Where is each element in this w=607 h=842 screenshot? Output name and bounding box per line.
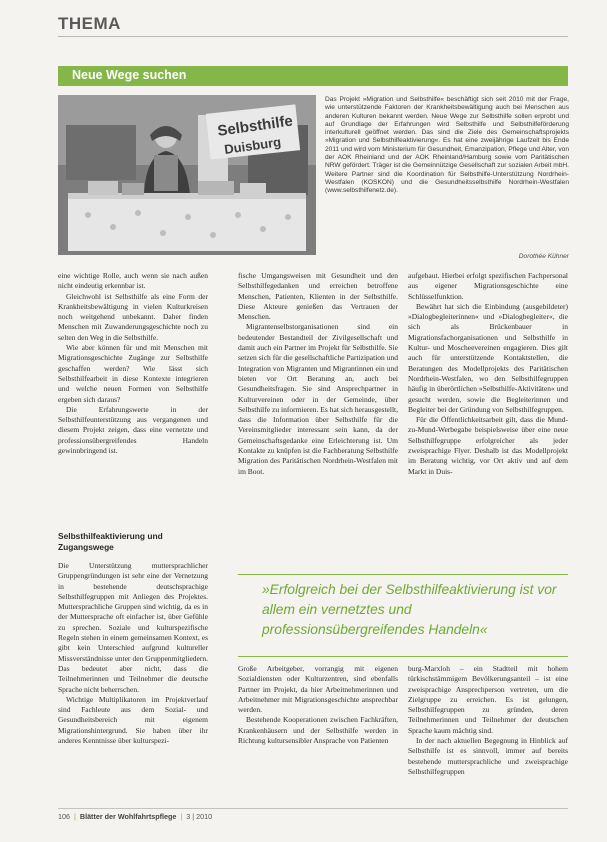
paragraph: burg-Marxloh – ein Stadtteil mit hohem türkischstämmigem Bevölkerungsanteil – ist eine zweisprachige Ansprechperson vertreten, um die Zielgruppe zu erreichen. Es ist gelungen, Selbsthilfegruppen zu gründen, deren Teilnehmerinnen und Teilnehmer der deutschen Sprache kaum mächtig sind.	[408, 664, 568, 735]
article-photo	[58, 95, 316, 255]
pull-quote: »Erfolgreich bei der Selbsthilfeaktivierung ist vor allem ein vernetztes und professionsübergreifendes Handeln«	[262, 582, 557, 637]
page-footer	[58, 812, 212, 821]
column-3-top	[408, 271, 568, 569]
column-3-bottom	[408, 664, 568, 802]
issue-number: 3 | 2010	[186, 812, 213, 821]
paragraph: eine wichtige Rolle, auch wenn sie nach außen nicht eindeutig erkennbar ist.	[58, 271, 208, 291]
photo-credit: Dorothée Kühner	[518, 253, 569, 260]
column-1-intro	[58, 271, 208, 456]
paragraph: Wichtige Multiplikatoren im Projektverlauf sind Fachleute aus dem Sozial- und Gesundheitsbereich mit eigenem Migrationshintergrund. Sie haben über ihr anderes Kenntnisse über kulturspezi-	[58, 694, 208, 746]
column-2-bottom	[238, 664, 398, 802]
subheading: Selbsthilfeaktivierung und Zugangswege	[58, 531, 163, 552]
paragraph: Bestehende Kooperationen zwischen Fachkräften, Krankenhäusern und der Selbsthilfe werden in Richtung kultursensibler Ansprache von Patienten	[238, 715, 398, 746]
paragraph: aufgebaut. Hierbei erfolgt spezifischen Fachpersonal aus eigener Migrationsgeschichte eine Schlüsselfunktion.	[408, 271, 568, 301]
paragraph: Die Unterstützung muttersprachlicher Gruppengründungen ist sehr eine der Vernetzung in bestehende deutschsprachige Selbsthilfegruppen mit Anliegen des Projektes. Muttersprachliche Gruppen sind wichtig, da es in der Muttersprache oft einfacher ist, über Gefühle zu sprechen. Soziale und kulturspezifische Regeln stehen in einem gemeinsamen Kontext, es gibt kein Unterschied aufgrund kultureller Missverständnisse unter den Gruppenmitgliedern. Das bedeutet aber nicht, dass die Teilnehmerinnen und Teilnehmer die deutsche Sprache nicht beherrschen.	[58, 561, 208, 694]
footer-separator: |	[74, 812, 76, 821]
banner-text-duisburg: Duisburg	[223, 134, 282, 157]
quote-rule-bottom	[238, 656, 568, 657]
paragraph: Bewährt hat sich die Einbindung (ausgebildeter) »Dialogbegleiterinnen« und »Dialogbegleiter«, die sich als Brückenbauer in Migrationsfachorganisationen und Selbsthilfe in Kultur- und Moscheevereinen engagieren. Dies gilt auch für unterstützende Kontaktstellen, die Beratungen des Modellprojekts des Paritätischen Nordrhein-Westfalen, wo den Selbsthilfegruppen häufig in überörtlichen »Selbsthilfe-Aktivitäten« und gesucht werden, sowie die Begleiterinnen und Begleiter bei der Gründung von Selbsthilfegruppen.	[408, 301, 568, 414]
footer-separator: |	[180, 812, 183, 821]
paragraph: Die Erfahrungswerte in der Selbsthilfeunterstützung aus vergangenen und diesem Projekt zeigen, dass eine vernetzte und professionsübergreifendes Handeln gewinnbringend ist.	[58, 404, 208, 456]
photo-illustration	[58, 95, 316, 255]
quote-rule-top	[238, 574, 568, 575]
paragraph: Migrantenselbstorganisationen sind ein bedeutender Bestandteil der Zivilgesellschaft und damit auch ein Partner im Projekt für Selbsthilfe. Sie setzen sich für die gesellschaftliche Partizipation und Integration von Migranten und Migrantinnen ein und bieten vor Ort Beratung an, auch bei Gesundheitsfragen. Sie sind Ansprechpartner in Kulturvereinen oder in der Gemeinde, über Selbsthilfe zu informieren. Es hat sich herausgestellt, dass die Information über Selbsthilfe für die Vereinsmitglieder interessant sein kann, da der Gemeinschaftsgedanke eine Erleichterung ist. Um Kontakte zu knüpfen ist die Fachberatung Selbsthilfe Migration des Paritätischen Nordrhein-Westfalen mit im Boot.	[238, 322, 398, 476]
header-divider	[58, 36, 568, 37]
section-label: THEMA	[58, 14, 121, 33]
column-2-top	[238, 271, 398, 569]
column-1-body	[58, 561, 208, 801]
paragraph: Gleichwohl ist Selbsthilfe als eine Form der Krankheitsbewältigung in vielen Kulturkreisen noch weitgehend unbekannt. Daher finden Menschen mit Zuwanderungsgeschichte noch zu selten den Weg in die Selbsthilfe.	[58, 291, 208, 342]
footer-divider	[58, 808, 568, 809]
paragraph: Für die Öffentlichkeitsarbeit gilt, dass die Mund-zu-Mund-Werbegabe beispielsweise über eine neue Selbsthilfegruppe erfolgreicher als jeder zweisprachige Flyer. Deshalb ist das Modellprojekt im Beratung wichtig, vor Ort aktiv und auf dem Markt in Duis-	[408, 415, 568, 476]
publication-name: Blätter der Wohlfahrtspflege	[79, 812, 177, 821]
page-number: 106	[58, 812, 70, 821]
paragraph: fische Umgangsweisen mit Gesundheit und den Selbsthilfegedanken und erreichen betroffene Menschen, Patienten, Klienten in der Selbsthilfe. Diese Akteure genießen das Vertrauen der Menschen.	[238, 271, 398, 322]
paragraph: In der nach aktuellen Begegnung in Hinblick auf Selbsthilfe ist es sinnvoll, immer auf bereits bestehende muttersprachliche und zweisprachige Selbsthilfegruppen	[408, 736, 568, 776]
photo-caption: Das Projekt »Migration und Selbsthilfe« beschäftigt sich seit 2010 mit der Frage, wie unterstützende Faktoren der Krankheitsbewältigung auch bei Menschen aus anderen Kulturen bekannt werden. Neue Wege zur Selbsthilfe sollen erprobt und auf Grundlage der Erfahrungen wird Selbsthilfe und Selbsthilfeförderung interkulturell geöffnet werden. Das sind die Ziele des Gemeinschaftsprojekts »Migration und Selbsthilfeaktivierung«. Es hat eine zweijährige Laufzeit bis Ende 2011 und wird vom Ministerium für Gesundheit, Emanzipation, Pflege und Alter, von der AOK Rheinland und der AOK Rheinland/Hamburg sowie vom Paritätischen NRW gefördert. Träger ist die Gemeinnützige Gesellschaft zur sozialen Arbeit mbH. Weitere Partner sind die Koordination für Selbsthilfe-Unterstützung Nordrhein-Westfalen (KOSKON) und die Gesundheitsselbsthilfe Nordrhein-Westfalen (www.selbsthilfenetz.de).	[325, 96, 569, 195]
paragraph: Große Arbeitgeber, vorrangig mit eigenen Sozialdiensten oder Kulturzentren, sind ebenfalls Partner im Projekt, da hier Arbeitnehmerinnen und Arbeitnehmer mit Migrationsgeschichte ansprechbar werden.	[238, 664, 398, 715]
banner-text-selbsthilfe: Selbsthilfe	[216, 112, 294, 140]
paragraph: Wie aber können für und mit Menschen mit Migrationsgeschichte Zugänge zur Selbsthilfe geschaffen werden? Wie lässt sich Selbsthilfearbeit in diese Kontexte integrieren und welche neuen Formen von Selbsthilfe ergeben sich daraus?	[58, 343, 208, 404]
section-title: Neue Wege suchen	[72, 68, 187, 82]
